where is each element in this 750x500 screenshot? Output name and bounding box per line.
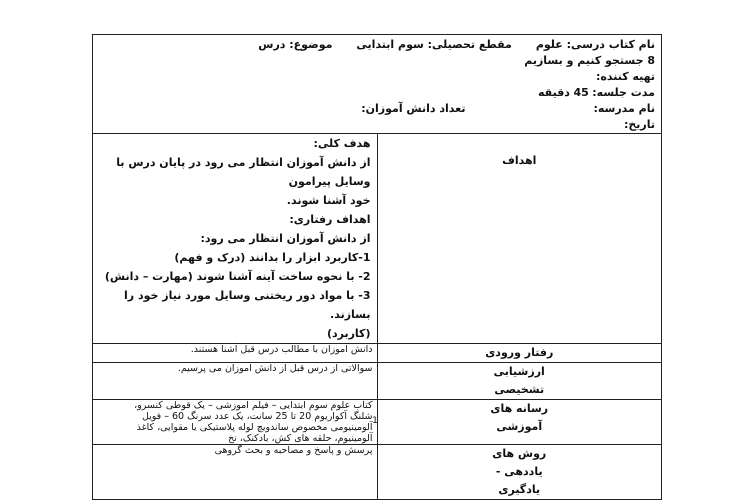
- media-line: شلنگ آکواریوم 20 تا 25 سانت، یک عدد سرنگ 60 – فویل: [141, 411, 373, 422]
- header-cell: [93, 35, 662, 134]
- goals-line: (کاربرد): [326, 327, 371, 340]
- goals-label: اهداف: [502, 154, 537, 167]
- assessment-label-cell: [377, 363, 662, 400]
- media-label-1: رسانه های: [490, 402, 549, 415]
- media-line: آلومینیوم، حلقه های کش، بادکنک، نخ: [227, 433, 373, 444]
- assessment-label-2: تشخیصی: [494, 383, 545, 396]
- goals-line: 3- با مواد دور ریختنی وسایل مورد نیاز خود را بسازند.: [124, 289, 371, 321]
- lesson-topic: موضوع: درس: [258, 38, 333, 51]
- goals-line: اهداف رفتاری:: [289, 213, 371, 226]
- duration-label: مدت جلسه:: [592, 86, 655, 99]
- methods-label-1: روش های: [492, 447, 547, 460]
- header-row: [93, 35, 662, 134]
- students-count-label: تعداد دانش آموزان:: [361, 102, 466, 115]
- goals-line: 2- با نحوه ساخت آینه آشنا شوند (مهارت – دانش): [104, 270, 371, 283]
- methods-label-cell: [377, 445, 662, 500]
- date-label: تاریخ:: [623, 118, 655, 131]
- goals-line: از دانش آموزان انتظار می رود:: [200, 232, 371, 245]
- media-line: آلومینیومی مخصوص ساندویچ لوله پلاستیکی یا مقوایی، کاغذ: [136, 422, 373, 433]
- assessment-text: سوالاتی از درس قبل از دانش آموزان می پرسیم.: [177, 363, 373, 374]
- page-number: 1: [372, 416, 378, 426]
- methods-label-3: یادگیری: [498, 483, 541, 496]
- assessment-row: [93, 363, 662, 400]
- entry-content-cell: [93, 344, 378, 363]
- media-label-2: آموزشی: [496, 420, 543, 433]
- header-line-1: [99, 37, 655, 53]
- duration-value: 45: [573, 86, 589, 99]
- goals-line: 1-کاربرد ابزار را بدانند (درک و فهم): [174, 251, 371, 264]
- methods-label-2: یاددهی -: [495, 465, 543, 478]
- entry-row: [93, 344, 662, 363]
- assessment-content-cell: [93, 363, 378, 400]
- lesson-plan-table: [92, 34, 662, 500]
- goals-row: [93, 134, 662, 344]
- header-line-2: 8 جستجو کنیم و بسازیم: [524, 54, 655, 67]
- school-name-label: نام مدرسه:: [593, 102, 655, 115]
- preparer-label: تهیه کننده:: [595, 70, 655, 83]
- goals-line: از دانش آموزان انتظار می رود در پایان درس با وسایل پیرامون: [116, 156, 371, 188]
- goals-content-cell: [93, 134, 378, 344]
- duration-unit: دقیقه: [538, 86, 570, 99]
- methods-text: پرسش و پاسخ و مصاحبه و بحث گروهی: [214, 445, 373, 456]
- goals-line: خود آشنا شوند.: [286, 194, 371, 207]
- methods-row: [93, 445, 662, 500]
- entry-text: دانش آموزان با مطالب درس قبل آشنا هستند.: [190, 344, 373, 355]
- entry-label-cell: [377, 344, 662, 363]
- book-name: نام کتاب درسی: علوم: [535, 38, 655, 51]
- goals-label-cell: [377, 134, 662, 344]
- assessment-label-1: ارزشیابی: [493, 365, 545, 378]
- session-duration: [99, 85, 655, 101]
- entry-label: رفتار ورودی: [485, 346, 554, 359]
- media-line: کتاب علوم سوم ابتدایی – فیلم آموزشی – یک قوطی کنسرو،: [134, 400, 373, 411]
- methods-content-cell: [93, 445, 378, 500]
- grade-level: مقطع تحصیلی: سوم ابتدایی: [356, 38, 512, 51]
- header-line-5: [99, 101, 655, 117]
- goals-line: هدف کلی:: [313, 137, 371, 150]
